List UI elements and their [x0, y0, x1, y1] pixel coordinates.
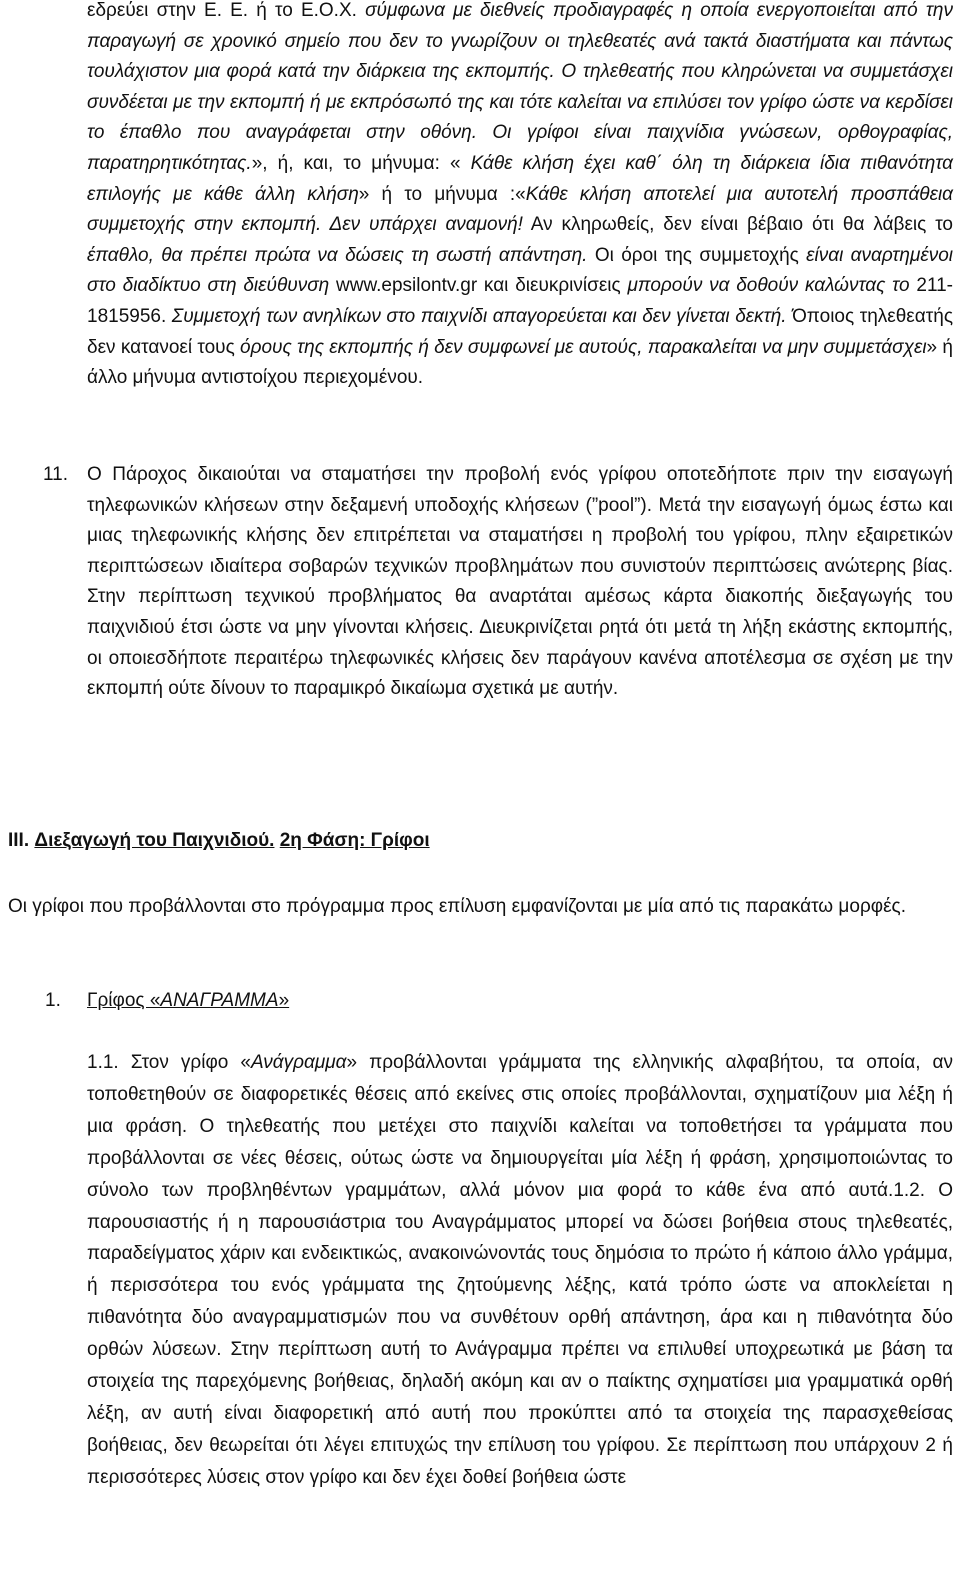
text-run: Αν κληρωθείς, δεν είναι βέβαιο ότι θα λάβεις το: [522, 214, 953, 236]
label-italic: ΑΝΑΓΡΑΜΜΑ: [160, 990, 279, 1011]
text-run: Οι όροι της συμμετοχής: [587, 244, 807, 266]
text-run: » ή το μήνυμα :«: [358, 183, 526, 205]
text-run: 1.1. Στον γρίφο «: [87, 1052, 251, 1073]
italic-run: Ανάγραμμα: [250, 1052, 347, 1073]
italic-run: έπαθλο, θα πρέπει πρώτα να δώσεις τη σωστή απάντηση.: [87, 244, 588, 266]
intro-paragraph: Οι γρίφοι που προβάλλονται στο πρόγραμμα προς επίλυση εμφανίζονται με μία από τις παρακάτω μορφές.: [8, 896, 906, 917]
paragraph-continuation: [87, 0, 953, 394]
italic-run: είναι αναρτημένοι στο διαδίκτυο στη διεύθυνση: [87, 244, 954, 297]
list-label: [87, 990, 289, 1011]
italic-run: σύμφωνα με διεθνείς προδιαγραφές η οποία ενεργοποιείται από την παραγωγή σε χρονικό σημείο που δεν το γνωρίζουν οι τηλεθεατές ανά τακτά διαστήματα και πάντως τουλάχιστον μια φορά κατά την διάρκεια της εκπομπής. Ο τηλεθεατής που κληρώνεται να συμμετάσχει συνδέεται με την εκπομπή ή με εκπρόσωπό της και τότε καλείται να επιλύσει τον γρίφο ώστε να κερδίσει το έπαθλο που αναγράφεται στην οθόνη. Οι γρίφοι είναι παιχνίδια γνώσεων, ορθογραφίας, παρατηρητικότητας.: [87, 0, 953, 174]
section-number: III.: [8, 830, 30, 851]
text-run: Όποιος τηλεθεατής δεν κατανοεί τους: [87, 305, 953, 358]
italic-run: όρους της εκπομπής ή δεν συμφωνεί με αυτούς, παρακαλείται να μην συμμετάσχει: [240, 336, 927, 358]
italic-run: Κάθε κλήση έχει καθ΄ όλη τη διάρκεια ίδια πιθανότητα επιλογής με κάθε άλλη κλήση: [87, 152, 953, 205]
italic-run: μπορούν να δοθούν καλώντας το: [627, 275, 910, 297]
section-title: Διεξαγωγή του Παιχνιδιού.: [34, 830, 275, 851]
list-item-anagramma: [45, 984, 289, 1018]
label-suffix: »: [278, 990, 290, 1011]
label-prefix: Γρίφος «: [87, 990, 161, 1011]
text-run: εδρεύει στην Ε. Ε. ή το Ε.Ο.Χ.: [87, 0, 366, 21]
text-run: », ή, και, το μήνυμα: «: [251, 152, 461, 174]
section-phase: 2η Φάση: Γρίφοι: [279, 830, 430, 851]
list-number-11: 11.: [43, 464, 69, 485]
phone-text: 211-1815956.: [87, 275, 953, 327]
paragraph-1-1: [87, 1047, 953, 1494]
url-text: www.epsilontv.gr και διευκρινίσεις: [329, 275, 628, 297]
list-number: 1.: [45, 990, 61, 1011]
text-run: » προβάλλονται γράμματα της ελληνικής αλφαβήτου, τα οποία, αν τοποθετηθούν σε διαφορετικές θέσεις από εκείνες στις οποίες προβάλλονται, σχηματίζουν μια λέξη ή μια φράση. Ο τηλεθεατής που μετέχει στο παιχνίδι καλείται να τοποθετήσει τα γράμματα που προβάλλονται σε νέες θέσεις, ούτως ώστε να δημιουργείται μία λέξη ή φράση, χρησιμοποιώντας το σύνολο των προβληθέντων γραμμάτων, αλλά μόνον μια φορά το κάθε ένα από αυτά.1.2. Ο παρουσιαστής ή η παρουσιάστρια του Αναγράμματος μπορεί να δώσει βοήθεια στους τηλεθεατές, παραδείγματος χάριν και ενδεικτικώς, ανακοινώνοντάς τους δημόσια το πρώτο ή κάποιο άλλο γράμμα, ή περισσότερα του ενός γράμματα της ζητούμενης λέξης, κατά τρόπο ώστε να αποκλείεται η πιθανότητα δύο αναγραμματισμών που να συνθέτουν ορθή απάντηση, άρα και η πιθανότητα δύο ορθών λύσεων. Στην περίπτωση αυτή το Ανάγραμμα πρέπει να επιλυθεί υποχρεωτικά με βάση τα στοιχεία της παρεχόμενης βοήθειας, δηλαδή ακόμη και αν ο παίκτης σχηματίσει μια γραμματικά ορθή λέξη, αν αυτή είναι διαφορετική από αυτή που προκύπτει από τα στοιχεία της παρασχεθείσας βοήθειας, δεν θεωρείται ότι λέγει επιτυχώς την επίλυση του γρίφου. Σε περίπτωση που υπάρχουν 2 ή περισσότερες λύσεις στον γρίφο και δεν έχει δοθεί βοήθεια ώστε: [87, 1052, 954, 1488]
italic-run: Συμμετοχή των ανηλίκων στο παιχνίδι απαγορεύεται και δεν γίνεται δεκτή.: [171, 305, 787, 327]
section-heading: [8, 826, 430, 856]
italic-run: Κάθε κλήση αποτελεί μια αυτοτελή προσπάθεια συμμετοχής στην εκπομπή. Δεν υπάρχει αναμονή!: [87, 183, 954, 236]
paragraph-item-11: Ο Πάροχος δικαιούται να σταματήσει την προβολή ενός γρίφου οποτεδήποτε πριν την εισαγωγή τηλεφωνικών κλήσεων στην δεξαμενή υποδοχής κλήσεων (”pool”). Μετά την εισαγωγή όμως έστω και μιας τηλεφωνικής κλήσης δεν επιτρέπεται να σταματήσει η προβολή του γρίφου, πλην εξαιρετικών περιπτώσεων ιδιαίτερα σοβαρών τεχνικών προβλημάτων που συνιστούν περιπτώσεις ανώτερης βίας. Στην περίπτωση τεχνικού προβλήματος θα αναρτάται αμέσως κάρτα διακοπής διεξαγωγής του παιχνιδιού έτσι ώστε να μην γίνονται κλήσεις. Διευκρινίζεται ρητά ότι μετά τη λήξη εκάστης εκπομπής, οι οποιεσδήποτε περαιτέρω τηλεφωνικές κλήσεις δεν παράγουν κανένα αποτέλεσμα σε σχέση με την εκπομπή ούτε δίνουν το παραμικρό δικαίωμα σχετικά με αυτήν.: [87, 464, 953, 700]
text-run: » ή άλλο μήνυμα αντιστοίχου περιεχομένου.: [87, 336, 953, 389]
